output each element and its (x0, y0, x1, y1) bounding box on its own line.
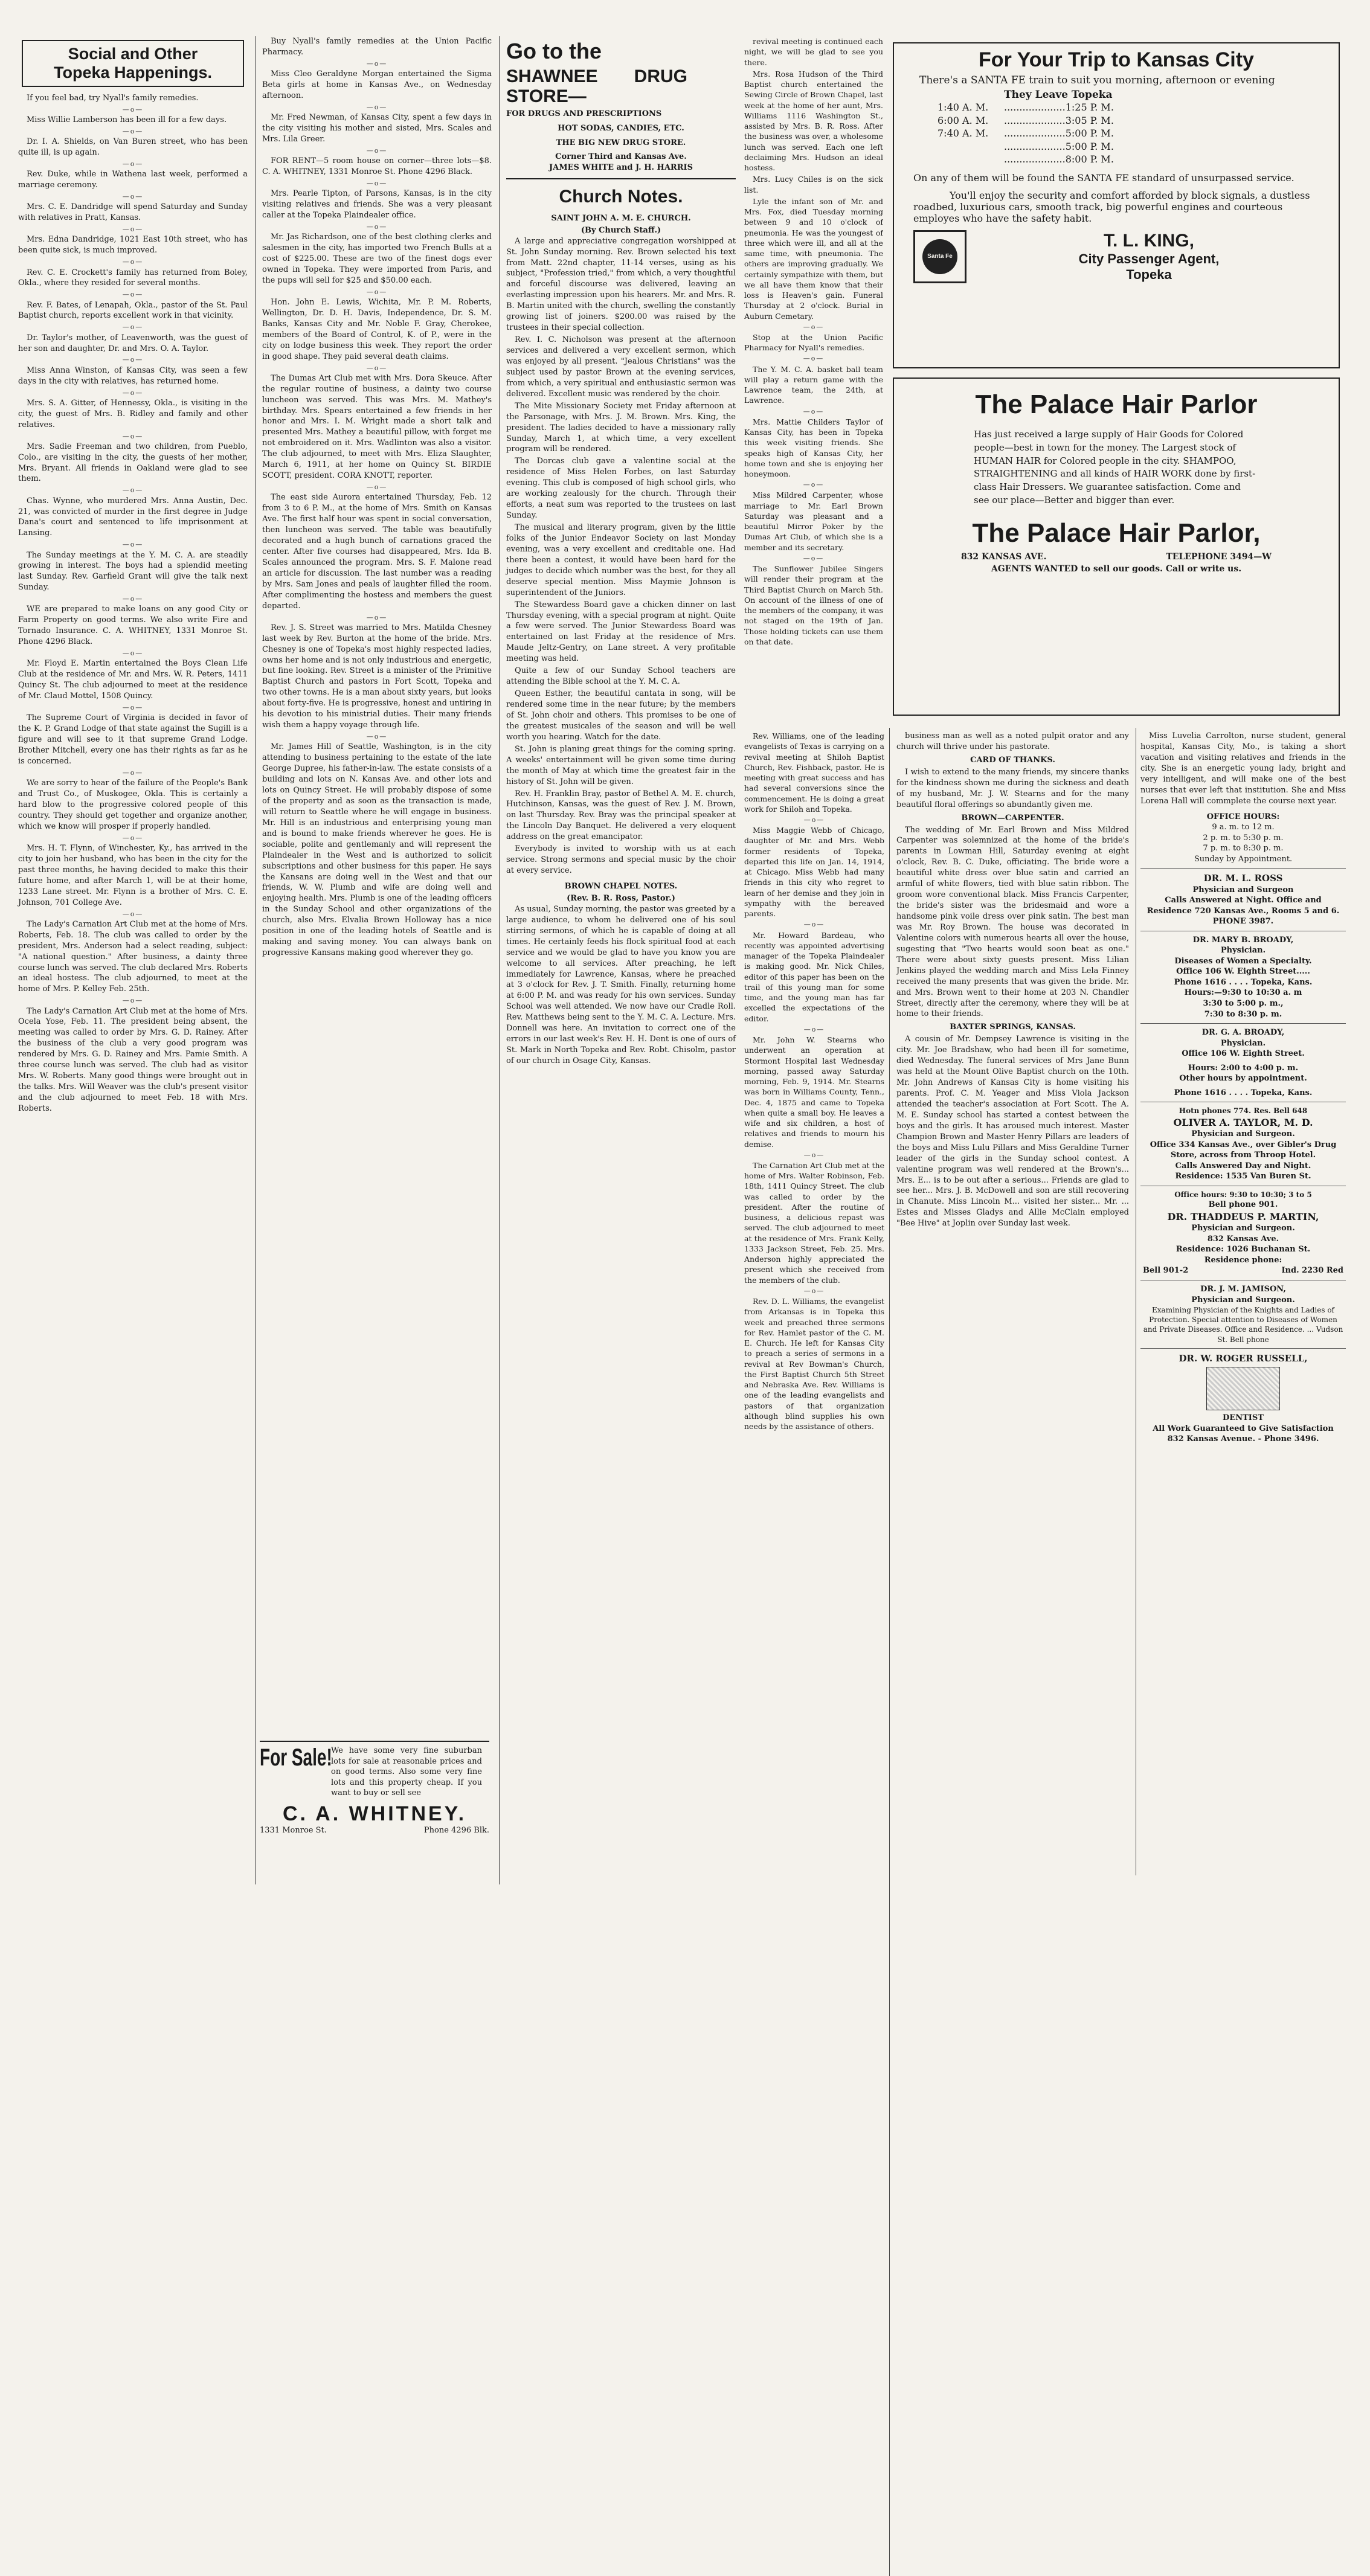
palace-title-2: The Palace Hair Parlor, (972, 518, 1261, 548)
news-item: Mrs. Mattie Childers Taylor of Kansas City, has been in Topeka this week visiting friends. She speaks high of Kansas City, her home town and she is enjoying her honeymoon. (744, 417, 883, 479)
agent-title: City Passenger Agent, (1078, 251, 1220, 266)
news-item: Everybody is invited to worship with us at each service. Strong sermons and special music by the choir at every service. (506, 844, 736, 876)
tooth-icon (1206, 1367, 1280, 1410)
news-item: Mrs. Rosa Hudson of the Third Baptist church entertained the Sewing Circle of Brown Chapel, last week at the home of her aunt, Mrs. Williams 1116 Washington St., assisted by Mrs. B. R. Ross. After the business was over, a wholesome lunch was served. Each one left declaiming Mrs. Hudson an ideal hostess. (744, 69, 883, 172)
news-item: The wedding of Mr. Earl Brown and Miss Mildred Carpenter was solemnized at the home of the bride's parents in Lowman Hill, Saturday evening at eight o'clock, Rev. B. C. Duke, officiating. The bride wore a beautiful white dress over blue satin and carried an armful of white flowers, tied with blue satin ribbon. The groom wore conventional black. Miss Francis Carpenter, the bride's sister was the bridesmaid and wore a handsome pink voile dress over pink satin. The best man was Mr. Roy Brown. The house was decorated in Valentine colors with numerous hearts all over the house, sugesting that "Two hearts would soon beat as one." There were about sixty guests present. Miss Lilian Jenkins played the wedding march and Miss Lela Finney received the many presents that was given the bride. Mr. and Mrs. Brown went to their home at 203 N. Chandler Street, directly after the ceremony, where they will be at home to their friends. (896, 825, 1129, 1019)
social-header-box (22, 40, 244, 87)
separator: —o— (122, 997, 144, 1005)
separator: —o— (122, 160, 144, 169)
separator: —o— (803, 920, 825, 929)
news-item: Miss Luvelia Carrolton, nurse student, general hospital, Kansas City, Mo., is taking a short vacation and visiting relatives and friends in the city. She is an energetic young lady, bright and very intelligent, and will make one of the best nurses that ever left that institution. She and Miss Lorena Hall will commplete the course next year. (1140, 731, 1346, 806)
separator: —o— (122, 432, 144, 440)
palace-hair-ad (893, 377, 1340, 716)
ad-go-to: Go to the (506, 39, 602, 63)
separator: —o— (366, 103, 388, 111)
separator: —o— (803, 816, 825, 824)
column-2 (262, 36, 492, 1727)
ross-card: DR. M. L. ROSS Physician and Surgeon Calls Answered at Night. Office and Residence 720 Kansas Ave., Rooms 5 and 6. PHONE 3987. (1140, 869, 1346, 931)
news-item: Miss Willie Lamberson has been ill for a few days. (27, 115, 227, 125)
palace-title: The Palace Hair Parlor (975, 390, 1258, 419)
news-item: Rev. Duke, while in Wathena last week, performed a marriage ceremony. (18, 170, 248, 190)
news-item: Mr. James Hill of Seattle, Washington, is in the city attending to business pertaining to the estate of the late George Dupree, his father-in-law. The estate consists of a building and lots on N. Kansas Ave. and other lots and lots on Quincy Street. He will probably dispose of some of the property and as soon as the transaction is made, will return to Seattle where he will engage in business. Mr. Hill is an industrious and enterprising young man and is bound to make friends wherever he goes. He is sociable, polite and gentlemanly and will represent the Plaindealer in the West and is authorized to solicit subscriptions and other business for this paper. He says the Kansans are doing well in the West and that our friends, W. W. Plumb and wife are doing well and enjoying health. Mrs. Plumb is one of the leading officers in the Sunday School and other organizations of the church, also Mrs. Elvalia Brown Holloway has a nice position in one of the leading hotels of Seattle and is making and saving money. You can always bank on progressive Kansans making good wherever they go. (262, 742, 492, 958)
separator: —o— (122, 649, 144, 658)
news-item: Mrs. C. E. Dandridge will spend Saturday and Sunday with relatives in Pratt, Kansas. (18, 202, 248, 223)
santa-fe-intro: There's a SANTA FE train to suit you morning, afternoon or evening (919, 74, 1275, 86)
separator: —o— (366, 146, 388, 155)
ga-broady-card: DR. G. A. BROADY, Physician. Office 106 W. Eighth Street. Hours: 2:00 to 4:00 p. m. Other hours by appointment. Phone 1616 . . . . Topeka, Kans. (1140, 1024, 1346, 1102)
news-item: Miss Mildred Carpenter, whose marriage to Mr. Earl Brown Saturday was pleasant and a beautiful Mirror Poker by the Dumas Art Club, of which she is a member and its secretary. (744, 490, 883, 552)
russell-card: DR. W. ROGER RUSSELL, DENTIST All Work Guaranteed to Give Satisfaction 832 Kansas Avenue. - Phone 3496. (1153, 1352, 1334, 1444)
ad-line: FOR DRUGS AND PRESCRIPTIONS (506, 109, 662, 118)
news-item: Buy Nyall's family remedies at the Union Pacific Pharmacy. (262, 37, 492, 57)
news-item: Rev. J. S. Street was married to Mrs. Matilda Chesney last week by Rev. Burton at the home of the bride. Mrs. Chesney is one of Topeka's most highly respected ladies, owns her home and is not only industrious and energetic, but fine looking. Rev. Street is a minister of the Primitive Baptist Church and pastors in Fort Scott, Topeka and two other towns. He is a man about sixty years, but looks about forty-five. He is progressive, honest and untiring in his devotion to his ministrial duties. Their many friends wish them a happy voyage through life. (262, 623, 492, 730)
news-item: FOR RENT—5 room house on corner—three lots—$8. C. A. WHITNEY, 1331 Monroe St. Phone 4296 Black. (262, 156, 492, 176)
news-item: Miss Anna Winston, of Kansas City, was seen a few days in the city with relatives, has returned home. (18, 365, 248, 386)
news-item: Mr. Fred Newman, of Kansas City, spent a few days in the city visiting his mother and sisted, Mrs. Scales and Mrs. Lila Greer. (262, 113, 492, 144)
separator: —o— (122, 541, 144, 549)
ad-line: THE BIG NEW DRUG STORE. (556, 138, 686, 147)
santa-fe-enjoy: You'll enjoy the security and comfort afforded by block signals, a dustless roadbed, luxurious cars, smooth track, big powerful engines and courteous employes who have the safety habit. (913, 189, 1310, 224)
ad-store-name: SHAWNEE DRUG STORE— (506, 66, 687, 106)
for-sale-title: For Sale! (260, 1744, 332, 1771)
section-subheading: (By Church Staff.) (580, 225, 661, 235)
separator: —o— (366, 222, 388, 231)
santa-fe-ad (893, 42, 1340, 368)
for-sale-text: We have some very fine suburban lots for sale at reasonable prices and on good terms. Also some very fine lots and this property cheap. If you want to buy or sell see (331, 1746, 482, 1798)
palace-phone: TELEPHONE 3494—W (1166, 551, 1272, 562)
news-item: The Lady's Carnation Art Club met at the home of Mrs. Ocela Yose, Feb. 11. The president being absent, the meeting was called to order by Mrs. G. D. Rainey. After the business of the club a very good program was rendered by Mrs. G. D. Rainey and Mrs. Pamie Smith. A three course lunch was served. The club had as visitor Mrs. W. Roberts. Many good things were brought out in the talks. Mrs. Will Weaver was the club's present visitor and the club adjourned to meet Feb. 18 with Mrs. Roberts. (18, 1006, 248, 1113)
news-item: Mrs. Lucy Chiles is on the sick list. (744, 175, 883, 194)
news-item: Lyle the infant son of Mr. and Mrs. Fox, died Tuesday morning between 9 and 10 o'clock of pneumonia. He was the youngest of three which were ill, and all at the same time, with pneumonia. The others are improving gradually. We certainly sympathize with them, but we all have them know that their loss is Heaven's gain. Funeral Thursday at 2 o'clock. Burial in Auburn Cemetary. (744, 196, 883, 321)
separator: —o— (803, 1151, 825, 1159)
news-item: Rev. Williams, one of the leading evangelists of Texas is carrying on a revival meeting at Shiloh Baptist Church, Rev. Fishback, pastor. He is meeting with great success and has had several conversions since the commencement. He is doing a great work for Shiloh and Topeka. (744, 731, 884, 814)
column-rule (499, 36, 500, 1884)
section-title: Topeka Happenings. (53, 63, 213, 82)
news-item: We are sorry to hear of the failure of the People's Bank and Trust Co., of Muskogee, Okla. This is certainly a hard blow to the progressive colored people of this country. They should get together and organize another, which we know will prosper if properly handled. (18, 779, 248, 831)
jamison-card: DR. J. M. JAMISON, Physician and Surgeon. Examining Physician of the Knights and Ladies of Protection. Special attention to Diseases of Women and Private Diseases. Office and Residence. ... Vudson St. Bell phone (1140, 1280, 1346, 1349)
news-item: St. John is planing great things for the coming spring. A weeks' entertainment will be given some time during the month of May at which time the greatest fair in the history of St. John will be given. (506, 744, 736, 786)
taylor-card: Hotn phones 774. Res. Bell 648 OLIVER A. TAYLOR, M. D. Physician and Surgeon. Office 334 Kansas Ave., over Gibler's Drug Store, across from Throop Hotel. Calls Answered Day and Night. Residence: 1535 Van Buren St. (1140, 1102, 1346, 1186)
news-item: Dr. I. A. Shields, on Van Buren street, who has been quite ill, is up again. (18, 137, 248, 158)
agent-name: T. L. KING, (1104, 230, 1194, 251)
column-4-bottom (744, 731, 884, 1878)
santa-fe-timetable (937, 101, 1331, 166)
separator: —o— (122, 291, 144, 299)
timetable-row: ....................8:00 P. M. (1004, 153, 1114, 165)
for-sale-ad (260, 1741, 489, 1898)
news-item: Mr. Jas Richardson, one of the best clothing clerks and salesmen in the city, has imported two French Bulls at a cost of $225.00. These are two of the finest dogs ever owned in Topeka. They were imported from Paris, and the pups will sell for $25 and $50.00 each. (262, 233, 492, 285)
news-item: Rev. D. L. Williams, the evangelist from Arkansas is in Topeka this week and preached three sermons for Rev. Hamlet pastor of the C. M. E. Church. He left for Kansas City to preach a series of sermons in a revival at Rev Bowman's Church, the First Baptist Church 5th Street and Nebraska Ave. Rev. Williams is one of the leading evangelists and pastors of that organization although blind supplies his own needs by the assistance of others. (744, 1297, 884, 1431)
news-item: The Stewardess Board gave a chicken dinner on last Thursday evening, with a special program at night. Quite a few were served. The Junior Stewardess Board was entertained on last Friday at the residence of Mrs. Maude Jeltz-Gentry, on Lane street. A very profitable meeting was held. (506, 600, 736, 664)
timetable-row: ....................5:00 P. M. (1004, 140, 1114, 152)
santa-fe-standard: On any of them will be found the SANTA FE standard of unsurpassed service. (913, 172, 1294, 184)
news-item: If you feel bad, try Nyall's family remedies. (27, 94, 199, 103)
column-1 (18, 36, 248, 1116)
separator: —o— (366, 483, 388, 492)
separator: —o— (803, 554, 825, 562)
news-item: Rev. F. Bates, of Lenapah, Okla., pastor of the St. Paul Baptist church, reports excellent work in that vicinity. (18, 300, 248, 321)
news-item: The Dorcas club gave a valentine social at the residence of Miss Helen Forbes, on last Saturday evening. This club is composed of high school girls, who are working zealously for the church. Through their efforts, a neat sum was reported to the trustees on last Sunday. (506, 457, 736, 521)
news-item: Hon. John E. Lewis, Wichita, Mr. P. M. Roberts, Wellington, Dr. D. H. Davis, Independence, Dr. S. M. Banks, Kansas City and Mr. Noble F. Gray, Cherokee, members of the Board of Control, K. of P., were in the city on lodge business this week. They report the order in good shape. They paid several death claims. (262, 297, 492, 361)
news-item: Chas. Wynne, who murdered Mrs. Anna Austin, Dec. 21, was convicted of murder in the first degree in Judge Dana's court and sentenced to life imprisonment at Lansing. (18, 496, 248, 538)
palace-address: 832 KANSAS AVE. (960, 551, 1047, 562)
news-item: WE are prepared to make loans on any good City or Farm Property on good terms. We also write Fire and Tornado Insurance. C. A. WHITNEY, 1331 Monroe St. Phone 4296 Black. (18, 605, 248, 647)
section-heading: BAXTER SPRINGS, KANSAS. (950, 1023, 1076, 1032)
separator: —o— (122, 258, 144, 266)
news-item: The Supreme Court of Virginia is decided in favor of the K. P. Grand Lodge of that state against the Sugill is a figure and will see to it that supreme Grand Lodge. Brother Mitchell, every one has their rights as far as he is concerned. (18, 713, 248, 766)
palace-body: Has just received a large supply of Hair Goods for Colored people—best in town for the money. The Largest stock of HUMAN HAIR for Colored people in the city. SHAMPOO, STRAIGHTENING and all kinds of HAIR WORK done by first-class Hair Dressers. We guarantee satisfaction. Come and see our place—Better and bigger than ever. (974, 429, 1256, 506)
news-item: A large and appreciative congregation worshipped at St. John Sunday morning. Rev. Brown selected his text from Matt. 22nd chapter, 11-14 verses, using as his subject, "Profession tried," from which, a very thoughtful and forceful discourse was delivered, leaving an everlasting impression upon his hearers. Mr. and Mrs. R. B. Martin united with the church, swelling the constantly growing list of joiners. $200.00 was raised by the trustees in their special collection. (506, 236, 736, 333)
section-heading: CARD OF THANKS. (970, 755, 1055, 765)
santa-fe-title: For Your Trip to Kansas City (979, 48, 1254, 71)
separator: —o— (122, 225, 144, 234)
column-rule (255, 36, 256, 1884)
news-item: Mrs. S. A. Gitter, of Hennessy, Okla., is visiting in the city, the guest of Mrs. B. Ridley and family and other relatives. (18, 398, 248, 429)
martin-card: Office hours: 9:30 to 10:30; 3 to 5 Bell phone 901. DR. THADDEUS P. MARTIN, Physician and Surgeon. 832 Kansas Ave. Residence: 1026 Buchanan St. Residence phone: Bell 901-2 Ind. 2230 Red (1140, 1186, 1346, 1280)
news-item: The Dumas Art Club met with Mrs. Dora Skeuce. After the regular routine of business, a dainty two course luncheon was served. This was Mrs. M. Mathey's birthday. Mrs. Spears entertained a few friends in her honor and Mrs. I. M. Wright made a short talk and presented Mrs. Mathey a beautiful pillow, with forget me not embroidered on it. Mrs. Wadlinton was also a visitor. The club adjourned, to meet with Mrs. Eliza Slaughter, March 6, 1911, at her home on Quincy St. BIRDIE SCOTT, president. CORA KNOTT, reporter. (262, 373, 492, 481)
ad-line: Corner Third and Kansas Ave. (555, 152, 687, 162)
separator: —o— (366, 179, 388, 187)
timetable-row: 1:40 A. M. ....................1:25 P. M. (937, 101, 1114, 113)
news-item: The Mite Missionary Society met Friday afternoon at the Parsonage, with Mrs. J. M. Brown. Mrs. King, the president. The ladies decided to have a missionary rally Sunday, March 1, at which time, a very excellent program will be rendered. (506, 401, 736, 454)
ad-line: HOT SODAS, CANDIES, ETC. (558, 123, 684, 133)
mary-broady-card: DR. MARY B. BROADY, Physician. Diseases of Women a Specialty. Office 106 W. Eighth Street..... Phone 1616 . . . . Topeka, Kans. Hours:—9:30 to 10:30 a. m 3:30 to 5:00 p. m., 7:30 to 8:30 p. m. (1140, 931, 1346, 1024)
news-item: Mrs. Pearle Tipton, of Parsons, Kansas, is in the city visiting relatives and friends. She was a very pleasant caller at the Topeka Plaindealer office. (262, 189, 492, 220)
news-item: Rev. I. C. Nicholson was present at the afternoon services and delivered a very excellent sermon, which was enjoyed by all present. "Jealous Christians" was the subject used by pastor Brown at the evening services, from which, a very spiritual and enthusiastic sermon was delivered. Excellent music was rendered by the choir. (506, 335, 736, 399)
news-item: The Lady's Carnation Art Club met at the home of Mrs. Roberts, Feb. 18. The club was called to order by the president, Mrs. Anderson had a select reading, subject: "A national question." After business, a dainty three course lunch was served. The club declared Mrs. Roberts an ideal hostess. The club adjourned, to meet at the home of Mrs. P. Kelley Feb. 25th. (18, 919, 248, 994)
for-sale-address: 1331 Monroe St. (260, 1825, 327, 1835)
separator: —o— (366, 364, 388, 372)
section-heading: BROWN—CARPENTER. (961, 813, 1064, 823)
separator: —o— (803, 1286, 825, 1295)
news-item: The east side Aurora entertained Thursday, Feb. 12 from 3 to 6 P. M., at the home of Mrs. Smith on Kansas Ave. The first half hour was spent in social conversation, then luncheon was served. The table was beautifully decorated and a hugh bunch of carnations graced the center. After five courses had disappeared, Mrs. Ida B. Scales announced the program. Mrs. S. F. Malone read an article for discussion. The last number was a reading by Mrs. Sam Jones and peals of laughter filled the room. After complimenting the hostess and members the guest departed. (262, 493, 492, 611)
news-item: The Sunflower Jubilee Singers will render their program at the Third Baptist Church on March 5th. On account of the illness of one of the members of the company, it was not staged on the 19th of Jan. Those holding tickets can use them on that date. (744, 564, 883, 646)
news-item: The Carnation Art Club met at the home of Mrs. Walter Robinson, Feb. 18th, 1411 Quincy Street. The club was called to order by the president. After the routine of business, a delicious repast was served. The club adjourned to meet at the residence of Mrs. Frank Kelly, 1333 Jackson Street, Feb. 25. Mrs. Anderson highly appreciated the present which she received from the members of the club. (744, 1160, 884, 1285)
news-item: Mr. Howard Bardeau, who recently was appointed advertising manager of the Topeka Plaindealer is making good. Mr. Nick Chiles, editor of this paper has been on the trail of this young man for some time, and the young man has far excelled the expectations of the editor. (744, 930, 884, 1023)
santa-fe-leave: They Leave Topeka (1004, 89, 1113, 101)
separator: —o— (122, 356, 144, 364)
timetable-row: 7:40 A. M. ....................5:00 P. M. (937, 127, 1114, 140)
agent-city: Topeka (1126, 266, 1172, 282)
section-subheading: (Rev. B. R. Ross, Pastor.) (567, 893, 675, 903)
separator: —o— (366, 733, 388, 741)
news-item: Mr. Floyd E. Martin entertained the Boys Clean Life Club at the residence of Mr. and Mrs. W. R. Peters, 1411 Quincy St. The club adjourned to meet at the residence of Mr. Claud Mottel, 1508 Quincy. (18, 659, 248, 701)
separator: —o— (122, 127, 144, 136)
column-rule (889, 728, 890, 2576)
news-item: Miss Cleo Geraldyne Morgan entertained the Sigma Beta girls at home in Kansas Ave., on Wednesday afternoon. (262, 69, 492, 100)
separator: —o— (122, 910, 144, 918)
separator: —o— (803, 481, 825, 489)
office-hours-card: OFFICE HOURS: 9 a. m. to 12 m. 2 p. m. to 5:30 p. m. 7 p. m. to 8:30 p. m. Sunday by Appointment. (1140, 808, 1346, 869)
separator: —o— (366, 613, 388, 622)
news-item: I wish to extend to the many friends, my sincere thanks for the kindness shown me during the sickness and death of my husband, Mr. J. W. Stearns and for the many beautiful floral offerings so abundantly given me. (896, 767, 1129, 809)
column-5 (896, 731, 1129, 1878)
news-item: The Sunday meetings at the Y. M. C. A. are steadily growing in interest. The boys had a splendid meeting last Sunday. Rev. Garfield Grant will give the talk next Sunday. (18, 550, 248, 593)
separator: —o— (122, 768, 144, 777)
separator: —o— (122, 595, 144, 603)
news-item: As usual, Sunday morning, the pastor was greeted by a large audience, to whom he delivered one of his soul stirring sermons, of which he is capable of doing at all times. He certainly feeds his flock spiritual food at each service and we would be glad to have you know you are welcome to all services. After preaching, he left immediately for Lawrence, Kansas, where he preached at 3 o'clock for Rev. J. T. Smith. Finally, returning home at 6:00 P. M. and was ready for his own services. Sunday School was well attended. We now have our Cradle Roll. Rev. Matthews being sent to the Y. M. C. A. Lecture. Mrs. Donnell was here. An invitation to correct one of the errors in our last week's Rev. H. H. Dent is one of ours of St. Mark in North Topeka and Rev. Robt. Chisolm, pastor of our church in Osage City, Kansas. (506, 904, 736, 1065)
news-item: Mrs. Sadie Freeman and two children, from Pueblo, Colo., are visiting in the city, the guests of her mother, Mrs. Bryant. All friends in Oakland were glad to see them. (18, 442, 248, 484)
santa-fe-logo (913, 230, 966, 283)
news-item: A cousin of Mr. Dempsey Lawrence is visiting in the city. Mr. Joe Bradshaw, who had been ill for sometime, died Wednesday. The funeral services of Mrs Jane Bunn was held at the Mount Olive Baptist church on the 10th. Mr. John Andrews of Kansas City is home visiting his parents. Prof. C. M. Yeager and Miss Viola Jackson attended the teacher's association at Fort Scott. The A. M. E. Sunday school has started a contest between the boys and the girls. It has aroused much interest. Master Champion Brown and Master Henry Pillars are leaders of the boys and Miss Lulu Pillars and Miss Geraldine Turner leader of the girls in the Sunday school contest. A valentine program was well rendered at the Brown's... Mrs. E... is to be out after a serious... Friends are glad to see her... Mrs. J. B. McDowell and son are still recovering in Chanute. Miss Lincoln M... visited her sister... Mr. ... Estes and Misses Gladys and Allie McClain employed "Bee Hive" at Joplin over Sunday last week. (896, 1035, 1129, 1229)
separator: —o— (122, 193, 144, 201)
church-notes-title: Church Notes. (559, 187, 683, 207)
section-heading: BROWN CHAPEL NOTES. (564, 882, 678, 891)
news-item: Mrs. Edna Dandridge, 1021 East 10th street, who has been quite sick, is much improved. (18, 235, 248, 255)
timetable-row: 6:00 A. M. ....................3:05 P. M. (937, 114, 1114, 126)
separator: —o— (366, 59, 388, 68)
news-item: Mrs. H. T. Flynn, of Winchester, Ky., has arrived in the city to join her husband, who has been in the city for the past three months, he having decided to make this their future home, and after March 1, will be at their home, 1233 Lane street. Mr. Flynn is a brother of Mrs. C. E. Johnson, 701 College Ave. (18, 844, 248, 907)
separator: —o— (122, 704, 144, 712)
news-item: Mr. John W. Stearns who underwent an operation at Stormont Hospital last Wednesday morning, passed away Saturday morning, Feb. 9, 1914. Mr. Stearns was born in Williams County, Tenn., Dec. 4, 1875 and came to Topeka when quite a small boy. He leaves a wife and six children, a host of relatives and friends to mourn his demise. (744, 1035, 884, 1149)
section-heading: SAINT JOHN A. M. E. CHURCH. (551, 213, 691, 223)
news-item: Dr. Taylor's mother, of Leavenworth, was the guest of her son and daughter, Dr. and Mrs. O. A. Taylor. (18, 333, 248, 353)
news-item: Queen Esther, the beautiful cantata in song, will be rendered some time in the near future; by the members of St. John choir and others. This promises to be one of the greatest musicales of the season and will be well worth you hearing. Watch for the date. (506, 689, 736, 742)
for-sale-name: C. A. WHITNEY. (282, 1802, 467, 1825)
separator: —o— (803, 323, 825, 331)
separator: —o— (122, 486, 144, 495)
section-title: Social and Other (68, 45, 198, 63)
separator: —o— (803, 1025, 825, 1033)
news-item: business man as well as a noted pulpit orator and any church will thrive under his pastorate. (896, 731, 1129, 751)
column-4-top (744, 36, 883, 725)
separator: —o— (366, 287, 388, 296)
palace-agents: AGENTS WANTED to sell our goods. Call or write us. (991, 564, 1242, 574)
column-3 (506, 36, 736, 1068)
shawnee-drug-ad (506, 36, 736, 179)
news-item: revival meeting is continued each night, we will be glad to see you there. (744, 37, 883, 67)
separator: —o— (122, 106, 144, 114)
separator: —o— (803, 355, 825, 363)
news-item: The Y. M. C. A. basket ball team will play a return game with the Lawrence team, the 24th, at Lawrence. (744, 364, 883, 405)
for-sale-phone: Phone 4296 Blk. (423, 1825, 489, 1835)
santa-fe-cross-icon: Santa Fe (922, 239, 957, 274)
ad-line: JAMES WHITE and J. H. HARRIS (549, 163, 693, 173)
news-item: Rev. H. Franklin Bray, pastor of Bethel A. M. E. church, Hutchinson, Kansas, was the guest of Rev. J. M. Brown, on last Thursday. Rev. Bray was the principal speaker at the Lincoln Day Banquet. He delivered a very eloquent address on the great emancipator. (506, 789, 736, 842)
column-6 (1140, 731, 1346, 1890)
news-item: Quite a few of our Sunday School teachers are attending the Bible school at the Y. M. C. A. (506, 666, 736, 687)
separator: —o— (122, 834, 144, 842)
separator: —o— (122, 323, 144, 332)
news-item: Rev. C. E. Crockett's family has returned from Boley, Okla., where they resided for several months. (18, 268, 248, 288)
news-item: The musical and literary program, given by the little folks of the Junior Endeavor Society on last Monday evening, was a very excellent and creditable one. Had there been a contest, it would have been hard for the judges to decide which number was the best, for they all deserve special mention. Miss Maymie Johnson is superintendent of the Juniors. (506, 523, 736, 597)
news-item: Stop at the Union Pacific Pharmacy for Nyall's remedies. (744, 332, 883, 353)
separator: —o— (803, 407, 825, 416)
news-item: Miss Maggie Webb of Chicago, daughter of Mr. and Mrs. Webb former residents of Topeka, departed this life on Jan. 14, 1914, at Chicago. Miss Webb had many friends in this city who regret to learn of her demise and they join in sympathy with the bereaved parents. (744, 826, 884, 919)
separator: —o— (122, 388, 144, 397)
